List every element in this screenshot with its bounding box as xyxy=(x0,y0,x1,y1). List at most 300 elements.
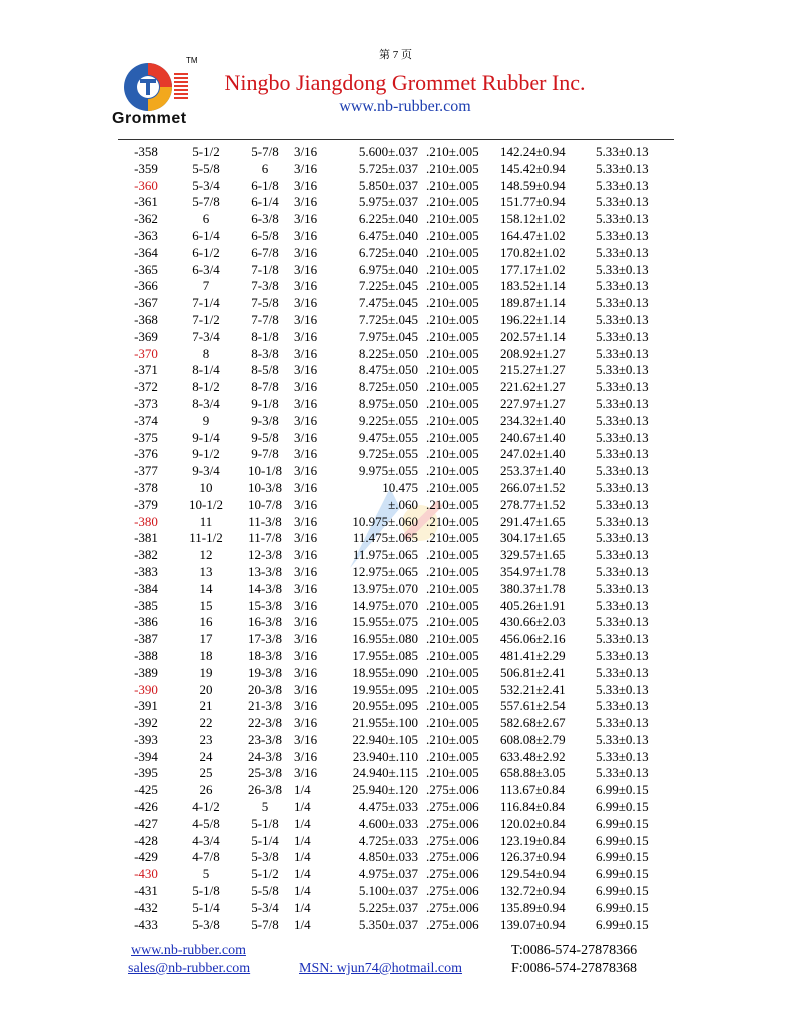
cell-id-inch: 6-3/4 xyxy=(192,261,220,277)
cell-cs-tolerance-inch: .210±.005 xyxy=(426,698,479,714)
cell-od-inch: 7-7/8 xyxy=(251,311,279,327)
cell-cs-tolerance-mm: 5.33±0.13 xyxy=(596,765,649,781)
cell-cross-section-inch: 3/16 xyxy=(294,211,318,227)
cell-cs-tolerance-inch: .210±.005 xyxy=(426,311,479,327)
table-row xyxy=(118,379,676,396)
table-row xyxy=(118,665,676,682)
cell-id-tolerance-mm: 234.32±1.40 xyxy=(500,412,566,428)
cell-cs-tolerance-inch: .210±.005 xyxy=(426,194,479,210)
cell-id-tolerance-inch: 11.475±.065 xyxy=(352,530,418,546)
cell-id-tolerance-inch: 21.955±.100 xyxy=(352,715,418,731)
cell-id-tolerance-mm: 196.22±1.14 xyxy=(500,311,566,327)
table-row xyxy=(118,329,676,346)
cell-cross-section-inch: 3/16 xyxy=(294,412,318,428)
cell-cs-tolerance-inch: .275±.006 xyxy=(426,849,479,865)
table-row xyxy=(118,362,676,379)
table-row xyxy=(118,900,676,917)
table-row xyxy=(118,749,676,766)
cell-id-tolerance-mm: 456.06±2.16 xyxy=(500,631,566,647)
cell-od-inch: 10-7/8 xyxy=(248,496,282,512)
cell-id-tolerance-mm: 481.41±2.29 xyxy=(500,647,566,663)
cell-cs-tolerance-mm: 5.33±0.13 xyxy=(596,311,649,327)
table-row xyxy=(118,480,676,497)
cell-id-tolerance-mm: 208.92±1.27 xyxy=(500,345,566,361)
cell-id-inch: 10-1/2 xyxy=(189,496,223,512)
cell-id-tolerance-mm: 158.12±1.02 xyxy=(500,211,566,227)
table-row xyxy=(118,346,676,363)
cell-cs-tolerance-mm: 5.33±0.13 xyxy=(596,429,649,445)
cell-dash-number: -369 xyxy=(134,328,158,344)
cell-cs-tolerance-mm: 5.33±0.13 xyxy=(596,463,649,479)
cell-cross-section-inch: 3/16 xyxy=(294,177,318,193)
cell-od-inch: 6-5/8 xyxy=(251,227,279,243)
cell-dash-number: -385 xyxy=(134,597,158,613)
cell-id-tolerance-inch: 11.975±.065 xyxy=(352,547,418,563)
cell-id-tolerance-inch: 4.850±.033 xyxy=(358,849,418,865)
cell-cs-tolerance-mm: 6.99±0.15 xyxy=(596,782,649,798)
table-row xyxy=(118,178,676,195)
cell-cs-tolerance-inch: .210±.005 xyxy=(426,446,479,462)
cell-id-tolerance-mm: 116.84±0.84 xyxy=(500,799,566,815)
cell-cs-tolerance-inch: .210±.005 xyxy=(426,496,479,512)
cell-cs-tolerance-inch: .210±.005 xyxy=(426,479,479,495)
cell-id-inch: 21 xyxy=(199,698,213,714)
table-row xyxy=(118,211,676,228)
cell-id-tolerance-inch: 5.725±.037 xyxy=(358,160,418,176)
cell-id-tolerance-mm: 658.88±3.05 xyxy=(500,765,566,781)
cell-id-tolerance-inch: 22.940±.105 xyxy=(352,731,418,747)
cell-cross-section-inch: 3/16 xyxy=(294,698,318,714)
cell-od-inch: 23-3/8 xyxy=(248,731,282,747)
cell-cs-tolerance-mm: 5.33±0.13 xyxy=(596,731,649,747)
table-row xyxy=(118,581,676,598)
table-row xyxy=(118,564,676,581)
cell-id-tolerance-inch: 9.975±.055 xyxy=(358,463,418,479)
cell-id-tolerance-inch: 4.975±.037 xyxy=(358,866,418,882)
cell-od-inch: 9-3/8 xyxy=(251,412,279,428)
cell-cs-tolerance-mm: 6.99±0.15 xyxy=(596,832,649,848)
cell-cs-tolerance-mm: 5.33±0.13 xyxy=(596,345,649,361)
header-website: www.nb-rubber.com xyxy=(339,98,471,115)
cell-cross-section-inch: 3/16 xyxy=(294,647,318,663)
cell-od-inch: 8-5/8 xyxy=(251,362,279,378)
cell-cross-section-inch: 3/16 xyxy=(294,547,318,563)
cell-cross-section-inch: 3/16 xyxy=(294,664,318,680)
cell-id-inch: 6-1/2 xyxy=(192,244,220,260)
cell-cs-tolerance-mm: 5.33±0.13 xyxy=(596,715,649,731)
cell-dash-number: -432 xyxy=(134,899,158,915)
cell-id-inch: 24 xyxy=(199,748,213,764)
cell-id-tolerance-mm: 183.52±1.14 xyxy=(500,278,566,294)
cell-cs-tolerance-inch: .210±.005 xyxy=(426,345,479,361)
cell-cs-tolerance-mm: 6.99±0.15 xyxy=(596,916,649,932)
cell-id-tolerance-inch: 23.940±.110 xyxy=(352,748,418,764)
cell-id-tolerance-mm: 247.02±1.40 xyxy=(500,446,566,462)
cell-od-inch: 26-3/8 xyxy=(248,782,282,798)
cell-id-inch: 5-7/8 xyxy=(192,194,220,210)
cell-cross-section-inch: 3/16 xyxy=(294,681,318,697)
cell-cs-tolerance-inch: .210±.005 xyxy=(426,261,479,277)
cell-id-tolerance-mm: 170.82±1.02 xyxy=(500,244,566,260)
cell-id-tolerance-inch: ±.060 xyxy=(388,496,418,512)
cell-id-tolerance-mm: 142.24±0.94 xyxy=(500,144,566,159)
cell-dash-number: -425 xyxy=(134,782,158,798)
cell-cs-tolerance-mm: 5.33±0.13 xyxy=(596,698,649,714)
cell-od-inch: 24-3/8 xyxy=(248,748,282,764)
cell-id-inch: 16 xyxy=(199,614,213,630)
cell-od-inch: 8-7/8 xyxy=(251,379,279,395)
cell-cs-tolerance-inch: .210±.005 xyxy=(426,580,479,596)
cell-cs-tolerance-inch: .210±.005 xyxy=(426,379,479,395)
cell-id-tolerance-mm: 304.17±1.65 xyxy=(500,530,566,546)
cell-id-tolerance-mm: 189.87±1.14 xyxy=(500,295,566,311)
cell-dash-number: -372 xyxy=(134,379,158,395)
cell-id-tolerance-mm: 633.48±2.92 xyxy=(500,748,566,764)
table-row xyxy=(118,463,676,480)
cell-dash-number: -431 xyxy=(134,883,158,899)
cell-od-inch: 10-1/8 xyxy=(248,463,282,479)
cell-id-tolerance-mm: 221.62±1.27 xyxy=(500,379,566,395)
cell-cs-tolerance-inch: .210±.005 xyxy=(426,765,479,781)
cell-od-inch: 13-3/8 xyxy=(248,563,282,579)
footer-telephone: T:0086-574-27878366 xyxy=(511,943,638,958)
cell-cs-tolerance-inch: .210±.005 xyxy=(426,211,479,227)
cell-cs-tolerance-inch: .210±.005 xyxy=(426,681,479,697)
cell-id-inch: 8-3/4 xyxy=(192,395,220,411)
cell-id-tolerance-inch: 6.975±.040 xyxy=(358,261,418,277)
cell-cross-section-inch: 1/4 xyxy=(294,849,311,865)
cell-cs-tolerance-inch: .210±.005 xyxy=(426,647,479,663)
cell-id-tolerance-mm: 532.21±2.41 xyxy=(500,681,566,697)
cell-dash-number: -433 xyxy=(134,916,158,932)
cell-id-tolerance-mm: 139.07±0.94 xyxy=(500,916,566,932)
cell-id-inch: 19 xyxy=(199,664,213,680)
cell-dash-number: -375 xyxy=(134,429,158,445)
company-name: Ningbo Jiangdong Grommet Rubber Inc. xyxy=(224,70,586,95)
cell-od-inch: 15-3/8 xyxy=(248,597,282,613)
table-row xyxy=(118,295,676,312)
table-row xyxy=(118,799,676,816)
cell-cs-tolerance-inch: .275±.006 xyxy=(426,899,479,915)
cell-cs-tolerance-inch: .210±.005 xyxy=(426,748,479,764)
table-row xyxy=(118,765,676,782)
cell-cross-section-inch: 3/16 xyxy=(294,379,318,395)
cell-cs-tolerance-mm: 5.33±0.13 xyxy=(596,379,649,395)
cell-dash-number: -378 xyxy=(134,479,158,495)
table-row xyxy=(118,497,676,514)
cell-cross-section-inch: 3/16 xyxy=(294,278,318,294)
cell-cs-tolerance-inch: .210±.005 xyxy=(426,177,479,193)
cell-dash-number: -384 xyxy=(134,580,158,596)
cell-id-tolerance-inch: 6.475±.040 xyxy=(358,227,418,243)
cell-od-inch: 9-5/8 xyxy=(251,429,279,445)
cell-id-tolerance-inch: 8.225±.050 xyxy=(358,345,418,361)
cell-id-inch: 15 xyxy=(199,597,213,613)
cell-cs-tolerance-inch: .210±.005 xyxy=(426,429,479,445)
cell-cross-section-inch: 3/16 xyxy=(294,563,318,579)
cell-id-tolerance-mm: 266.07±1.52 xyxy=(500,479,566,495)
table-row xyxy=(118,732,676,749)
cell-id-inch: 5-1/2 xyxy=(192,144,220,159)
cell-dash-number: -388 xyxy=(134,647,158,663)
table-row xyxy=(118,396,676,413)
cell-cs-tolerance-inch: .275±.006 xyxy=(426,799,479,815)
table-row xyxy=(118,849,676,866)
cell-id-inch: 6 xyxy=(202,211,210,227)
cell-cs-tolerance-inch: .210±.005 xyxy=(426,597,479,613)
cell-id-tolerance-inch: 8.475±.050 xyxy=(358,362,418,378)
cell-cross-section-inch: 3/16 xyxy=(294,463,318,479)
cell-dash-number: -377 xyxy=(134,463,158,479)
cell-id-inch: 9 xyxy=(202,412,210,428)
cell-id-tolerance-mm: 129.54±0.94 xyxy=(500,866,566,882)
cell-cross-section-inch: 3/16 xyxy=(294,429,318,445)
cell-od-inch: 11-3/8 xyxy=(248,513,282,529)
cell-od-inch: 5-1/2 xyxy=(251,866,279,882)
cell-cs-tolerance-mm: 5.33±0.13 xyxy=(596,328,649,344)
cell-dash-number: -371 xyxy=(134,362,158,378)
cell-cs-tolerance-mm: 5.33±0.13 xyxy=(596,244,649,260)
cell-cross-section-inch: 1/4 xyxy=(294,782,311,798)
cell-cs-tolerance-mm: 5.33±0.13 xyxy=(596,647,649,663)
cell-dash-number: -392 xyxy=(134,715,158,731)
cell-cross-section-inch: 3/16 xyxy=(294,496,318,512)
cell-dash-number: -374 xyxy=(134,412,158,428)
cell-cs-tolerance-mm: 5.33±0.13 xyxy=(596,227,649,243)
footer-website-link[interactable]: www.nb-rubber.com xyxy=(131,943,246,958)
cell-id-inch: 7 xyxy=(202,278,210,294)
table-row xyxy=(118,715,676,732)
cell-cs-tolerance-inch: .210±.005 xyxy=(426,563,479,579)
cell-dash-number: -358 xyxy=(134,144,158,159)
cell-od-inch: 12-3/8 xyxy=(248,547,282,563)
cell-dash-number: -389 xyxy=(134,664,158,680)
table-row xyxy=(118,598,676,615)
cell-id-tolerance-inch: 5.350±.037 xyxy=(358,916,418,932)
cell-id-tolerance-inch: 5.100±.037 xyxy=(358,883,418,899)
cell-od-inch: 8-3/8 xyxy=(251,345,279,361)
cell-id-tolerance-mm: 135.89±0.94 xyxy=(500,899,566,915)
table-row xyxy=(118,917,676,934)
cell-cross-section-inch: 1/4 xyxy=(294,899,311,915)
cell-cs-tolerance-inch: .210±.005 xyxy=(426,227,479,243)
cell-id-tolerance-inch: 7.975±.045 xyxy=(358,328,418,344)
cell-id-tolerance-mm: 430.66±2.03 xyxy=(500,614,566,630)
cell-od-inch: 25-3/8 xyxy=(248,765,282,781)
cell-id-tolerance-inch: 6.725±.040 xyxy=(358,244,418,260)
cell-id-tolerance-mm: 354.97±1.78 xyxy=(500,563,566,579)
cell-cs-tolerance-inch: .210±.005 xyxy=(426,244,479,260)
cell-id-tolerance-inch: 10.475 xyxy=(382,479,418,495)
cell-id-inch: 8 xyxy=(202,345,210,361)
cell-id-inch: 9-3/4 xyxy=(192,463,220,479)
table-row xyxy=(118,530,676,547)
cell-cs-tolerance-inch: .275±.006 xyxy=(426,883,479,899)
cell-cross-section-inch: 3/16 xyxy=(294,631,318,647)
table-row xyxy=(118,547,676,564)
cell-cross-section-inch: 3/16 xyxy=(294,395,318,411)
cell-od-inch: 5-3/4 xyxy=(251,899,279,915)
cell-id-tolerance-mm: 132.72±0.94 xyxy=(500,883,566,899)
cell-cs-tolerance-mm: 5.33±0.13 xyxy=(596,530,649,546)
cell-cs-tolerance-mm: 6.99±0.15 xyxy=(596,899,649,915)
cell-id-tolerance-inch: 5.600±.037 xyxy=(358,144,418,159)
table-row xyxy=(118,312,676,329)
cell-od-inch: 9-1/8 xyxy=(251,395,279,411)
cell-od-inch: 5-1/8 xyxy=(251,815,279,831)
cell-id-tolerance-inch: 16.955±.080 xyxy=(352,631,418,647)
cell-cs-tolerance-mm: 5.33±0.13 xyxy=(596,395,649,411)
cell-cross-section-inch: 3/16 xyxy=(294,295,318,311)
cell-cs-tolerance-mm: 6.99±0.15 xyxy=(596,849,649,865)
cell-id-tolerance-mm: 148.59±0.94 xyxy=(500,177,566,193)
logo-wordmark: Grommet xyxy=(112,110,187,127)
cell-cs-tolerance-mm: 5.33±0.13 xyxy=(596,563,649,579)
cell-id-tolerance-inch: 14.975±.070 xyxy=(352,597,418,613)
cell-dash-number: -376 xyxy=(134,446,158,462)
cell-cs-tolerance-mm: 5.33±0.13 xyxy=(596,194,649,210)
cell-cs-tolerance-inch: .275±.006 xyxy=(426,815,479,831)
cell-cross-section-inch: 3/16 xyxy=(294,530,318,546)
table-body xyxy=(118,144,676,933)
cell-dash-number: -365 xyxy=(134,261,158,277)
cell-id-tolerance-mm: 291.47±1.65 xyxy=(500,513,566,529)
footer-msn-link[interactable]: MSN: wjun74@hotmail.com xyxy=(299,961,463,976)
cell-dash-number: -363 xyxy=(134,227,158,243)
footer-email-link[interactable]: sales@nb-rubber.com xyxy=(128,961,251,976)
cell-cs-tolerance-inch: .275±.006 xyxy=(426,916,479,932)
cell-cs-tolerance-mm: 6.99±0.15 xyxy=(596,866,649,882)
cell-id-tolerance-mm: 113.67±0.84 xyxy=(500,782,566,798)
cell-id-tolerance-mm: 151.77±0.94 xyxy=(500,194,566,210)
table-row xyxy=(118,245,676,262)
cell-od-inch: 10-3/8 xyxy=(248,479,282,495)
cell-id-inch: 14 xyxy=(199,580,213,596)
cell-id-inch: 22 xyxy=(199,715,213,731)
cell-id-inch: 7-1/4 xyxy=(192,295,220,311)
cell-cs-tolerance-mm: 5.33±0.13 xyxy=(596,177,649,193)
cell-id-inch: 4-3/4 xyxy=(192,832,220,848)
cell-dash-number: -383 xyxy=(134,563,158,579)
cell-cross-section-inch: 3/16 xyxy=(294,261,318,277)
oring-size-table xyxy=(118,144,676,933)
cell-id-tolerance-mm: 126.37±0.94 xyxy=(500,849,566,865)
cell-id-tolerance-inch: 7.225±.045 xyxy=(358,278,418,294)
cell-od-inch: 11-7/8 xyxy=(248,530,282,546)
cell-cs-tolerance-inch: .275±.006 xyxy=(426,866,479,882)
cell-id-tolerance-mm: 215.27±1.27 xyxy=(500,362,566,378)
cell-id-tolerance-mm: 240.67±1.40 xyxy=(500,429,566,445)
cell-dash-number: -427 xyxy=(134,815,158,831)
table-row xyxy=(118,430,676,447)
cell-cross-section-inch: 3/16 xyxy=(294,513,318,529)
cell-cross-section-inch: 3/16 xyxy=(294,311,318,327)
cell-id-inch: 5-1/4 xyxy=(192,899,220,915)
cell-cs-tolerance-mm: 5.33±0.13 xyxy=(596,144,649,159)
cell-id-inch: 5-3/8 xyxy=(192,916,220,932)
cell-id-inch: 10 xyxy=(199,479,213,495)
cell-id-inch: 18 xyxy=(199,647,213,663)
cell-dash-number: -391 xyxy=(134,698,158,714)
cell-od-inch: 6-3/8 xyxy=(251,211,279,227)
cell-cs-tolerance-inch: .210±.005 xyxy=(426,278,479,294)
cell-cross-section-inch: 1/4 xyxy=(294,916,311,932)
table-row xyxy=(118,228,676,245)
cell-cross-section-inch: 3/16 xyxy=(294,362,318,378)
cell-dash-number: -390 xyxy=(134,681,158,697)
cell-id-tolerance-inch: 9.725±.055 xyxy=(358,446,418,462)
cell-id-inch: 26 xyxy=(199,782,213,798)
cell-id-tolerance-inch: 4.600±.033 xyxy=(358,815,418,831)
cell-cs-tolerance-mm: 5.33±0.13 xyxy=(596,631,649,647)
cell-id-tolerance-mm: 145.42±0.94 xyxy=(500,160,566,176)
table-row xyxy=(118,631,676,648)
cell-cross-section-inch: 3/16 xyxy=(294,244,318,260)
table-row xyxy=(118,648,676,665)
cell-id-inch: 11-1/2 xyxy=(189,530,223,546)
cell-cross-section-inch: 1/4 xyxy=(294,815,311,831)
cell-dash-number: -370 xyxy=(134,345,158,361)
cell-od-inch: 20-3/8 xyxy=(248,681,282,697)
cell-id-inch: 7-3/4 xyxy=(192,328,220,344)
cell-id-tolerance-inch: 8.975±.050 xyxy=(358,395,418,411)
cell-id-tolerance-mm: 608.08±2.79 xyxy=(500,731,566,747)
page-number: 第 7 页 xyxy=(379,49,412,61)
cell-id-inch: 8-1/2 xyxy=(192,379,220,395)
cell-cross-section-inch: 3/16 xyxy=(294,345,318,361)
cell-id-inch: 9-1/4 xyxy=(192,429,220,445)
table-row xyxy=(118,614,676,631)
cell-od-inch: 7-1/8 xyxy=(251,261,279,277)
cell-id-inch: 25 xyxy=(199,765,213,781)
table-row xyxy=(118,883,676,900)
cell-dash-number: -382 xyxy=(134,547,158,563)
cell-cs-tolerance-inch: .275±.006 xyxy=(426,832,479,848)
cell-cs-tolerance-mm: 5.33±0.13 xyxy=(596,580,649,596)
cell-od-inch: 5-7/8 xyxy=(251,144,279,159)
table-row xyxy=(118,413,676,430)
cell-id-inch: 11 xyxy=(199,513,213,529)
cell-cs-tolerance-inch: .210±.005 xyxy=(426,513,479,529)
cell-id-tolerance-mm: 278.77±1.52 xyxy=(500,496,566,512)
cell-dash-number: -360 xyxy=(134,177,158,193)
cell-od-inch: 19-3/8 xyxy=(248,664,282,680)
cell-cs-tolerance-mm: 5.33±0.13 xyxy=(596,479,649,495)
cell-cross-section-inch: 1/4 xyxy=(294,832,311,848)
table-row xyxy=(118,782,676,799)
cell-dash-number: -426 xyxy=(134,799,158,815)
cell-id-inch: 8-1/4 xyxy=(192,362,220,378)
cell-id-tolerance-mm: 506.81±2.41 xyxy=(500,664,566,680)
cell-cross-section-inch: 3/16 xyxy=(294,227,318,243)
cell-cross-section-inch: 3/16 xyxy=(294,748,318,764)
cell-dash-number: -395 xyxy=(134,765,158,781)
cell-id-tolerance-inch: 10.975±.060 xyxy=(352,513,418,529)
cell-id-tolerance-inch: 18.955±.090 xyxy=(352,664,418,680)
cell-id-tolerance-inch: 6.225±.040 xyxy=(358,211,418,227)
cell-id-tolerance-inch: 5.850±.037 xyxy=(358,177,418,193)
footer-fax: F:0086-574-27878368 xyxy=(511,961,637,976)
cell-id-tolerance-inch: 19.955±.095 xyxy=(352,681,418,697)
cell-dash-number: -379 xyxy=(134,496,158,512)
cell-id-tolerance-inch: 4.475±.033 xyxy=(358,799,418,815)
cell-cross-section-inch: 1/4 xyxy=(294,799,311,815)
cell-dash-number: -429 xyxy=(134,849,158,865)
cell-id-tolerance-mm: 582.68±2.67 xyxy=(500,715,566,731)
cell-od-inch: 5-5/8 xyxy=(251,883,279,899)
cell-cross-section-inch: 3/16 xyxy=(294,715,318,731)
cell-id-tolerance-inch: 25.940±.120 xyxy=(352,782,418,798)
